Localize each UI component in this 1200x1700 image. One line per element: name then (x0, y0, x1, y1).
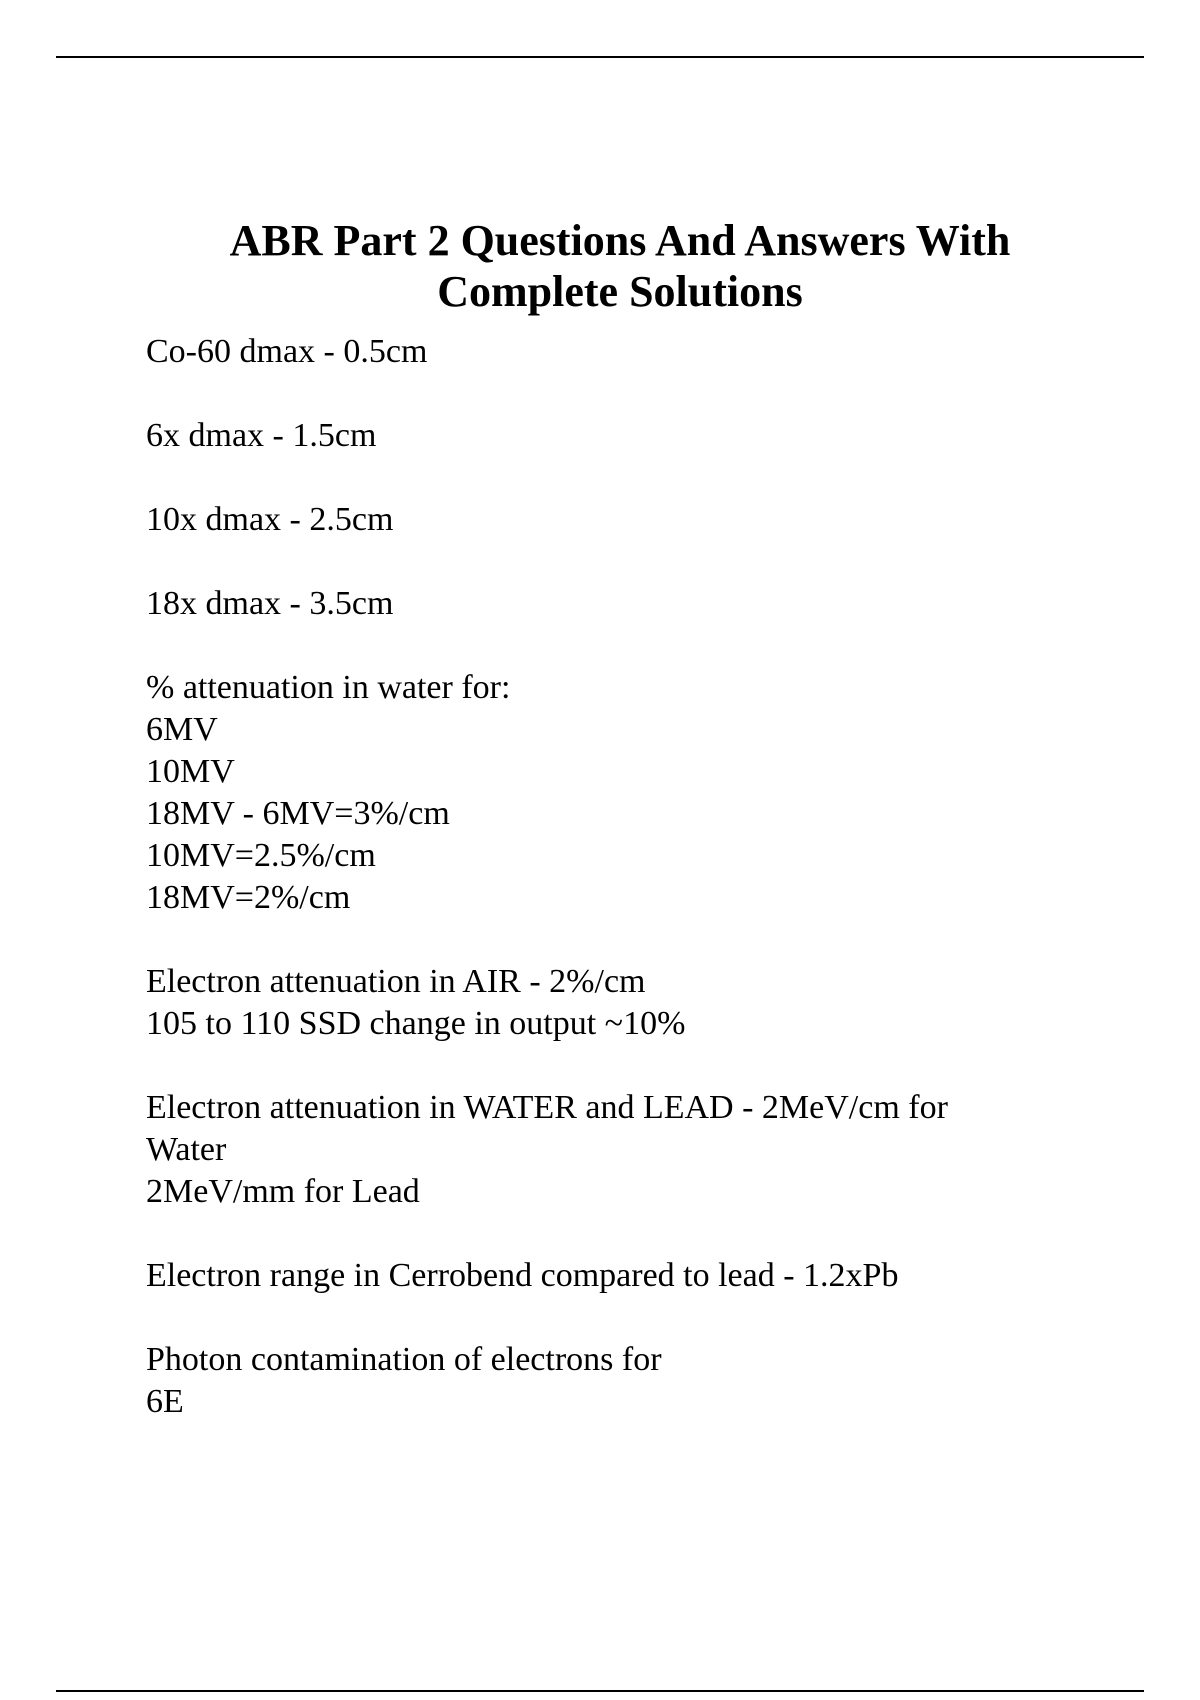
qa-line: Electron range in Cerrobend compared to lead - 1.2xPb (146, 1257, 899, 1294)
qa-entry-6x-dmax (146, 415, 1146, 457)
qa-line: 18MV=2%/cm (146, 879, 351, 916)
qa-list (146, 331, 1146, 1465)
qa-line: Water (146, 1131, 227, 1168)
header-rule (56, 56, 1144, 58)
qa-line: 18x dmax - 3.5cm (146, 585, 394, 622)
qa-line: 10x dmax - 2.5cm (146, 501, 394, 538)
qa-entry-co60-dmax (146, 331, 1146, 373)
qa-line: 6E (146, 1383, 184, 1420)
qa-line: Electron attenuation in AIR - 2%/cm (146, 963, 646, 1000)
qa-line: 10MV=2.5%/cm (146, 837, 376, 874)
qa-line: Electron attenuation in WATER and LEAD - 2MeV/cm for (146, 1089, 948, 1126)
qa-line: 2MeV/mm for Lead (146, 1173, 420, 1210)
qa-entry-18x-dmax (146, 583, 1146, 625)
qa-line: 6MV (146, 711, 218, 748)
qa-line: % attenuation in water for: (146, 669, 511, 706)
title-line: Complete Solutions (437, 267, 803, 317)
qa-line: 18MV - 6MV=3%/cm (146, 795, 450, 832)
document-title (0, 215, 1200, 317)
qa-line: Co-60 dmax - 0.5cm (146, 333, 428, 370)
qa-entry-photon-contamination (146, 1339, 1146, 1423)
qa-line: 6x dmax - 1.5cm (146, 417, 377, 454)
qa-line: 10MV (146, 753, 235, 790)
title-line: ABR Part 2 Questions And Answers With (229, 216, 1011, 266)
qa-line: Photon contamination of electrons for (146, 1341, 662, 1378)
qa-entry-attenuation-water (146, 667, 1146, 919)
qa-entry-10x-dmax (146, 499, 1146, 541)
qa-entry-electron-water-lead (146, 1087, 1146, 1213)
qa-entry-electron-air (146, 961, 1146, 1045)
qa-line: 105 to 110 SSD change in output ~10% (146, 1005, 686, 1042)
qa-entry-cerrobend-range (146, 1255, 1146, 1297)
footer-rule (56, 1690, 1144, 1692)
